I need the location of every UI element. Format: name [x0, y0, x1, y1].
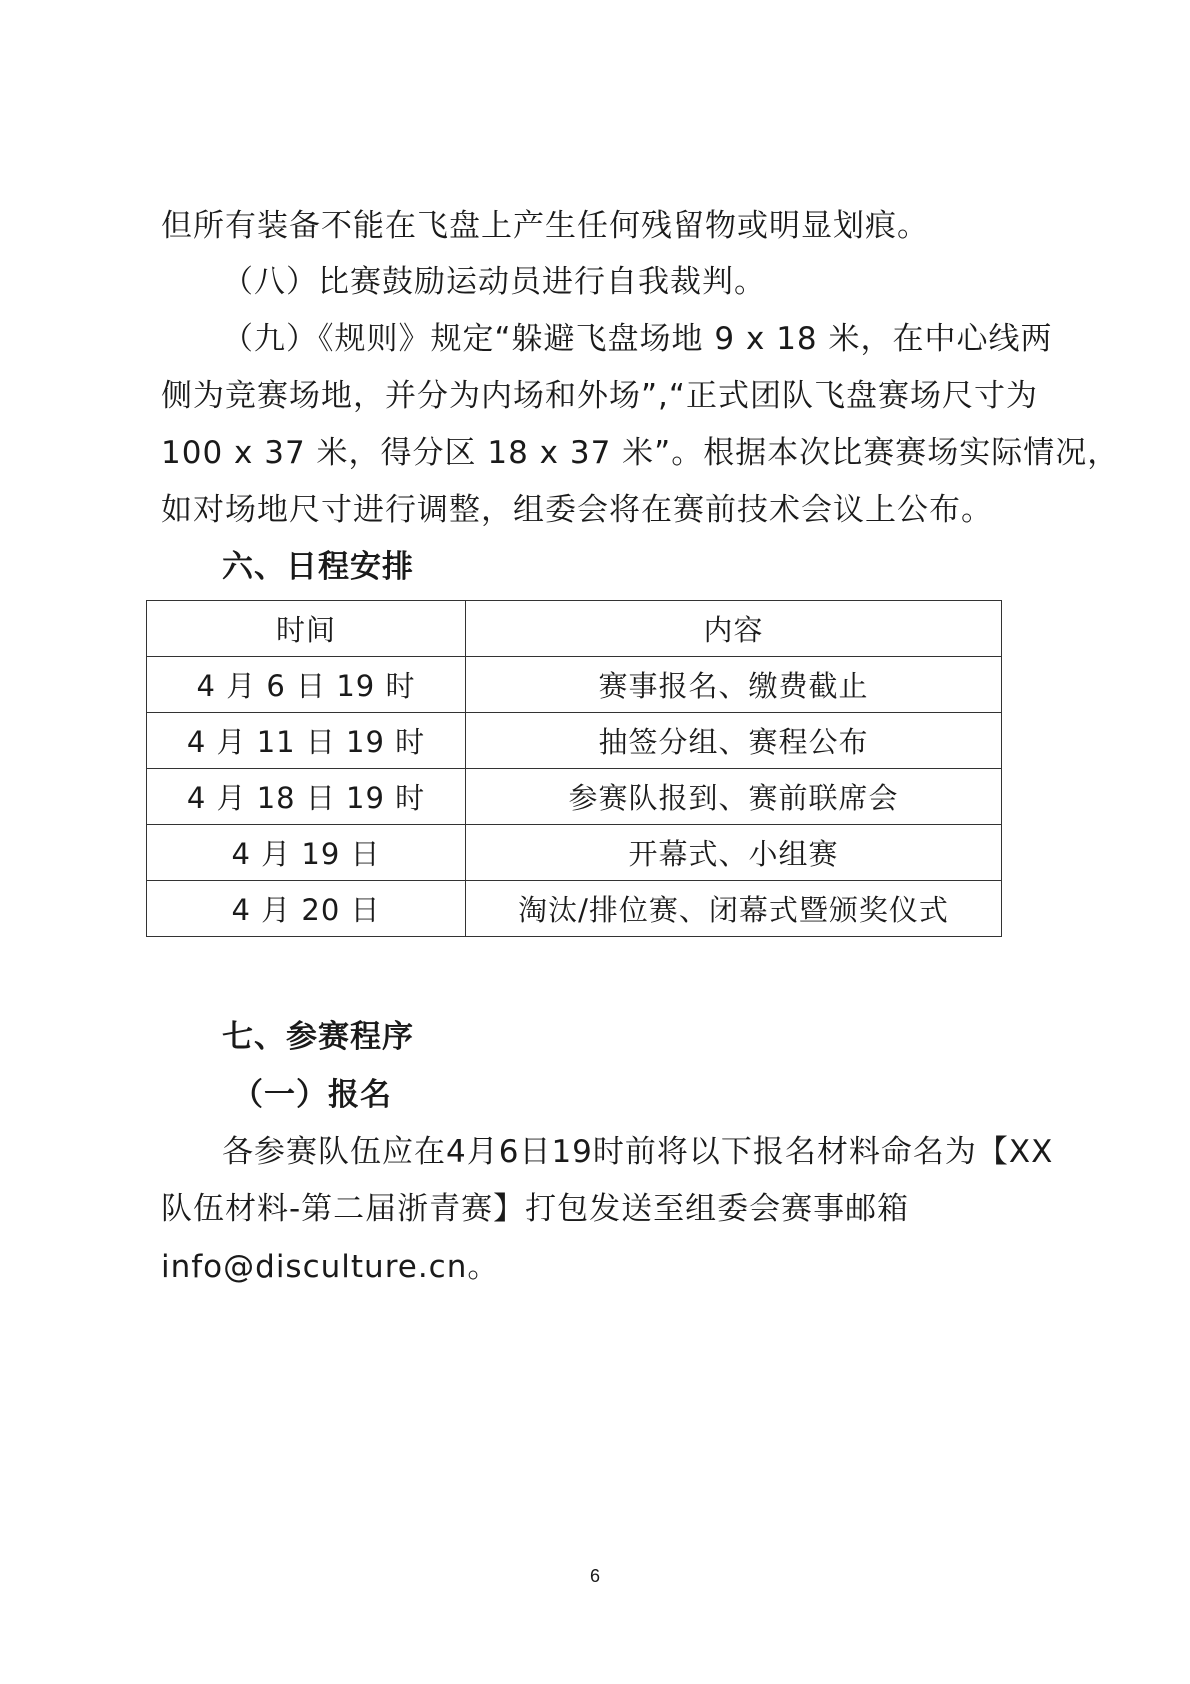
table-row	[147, 657, 1002, 713]
table-row	[147, 713, 1002, 769]
paragraph-line: 100 x 37 米，得分区 18 x 37 米”。根据本次比赛赛场实际情况，	[161, 435, 1120, 471]
table-header-cell: 内容	[466, 601, 1002, 657]
section-heading: 六、日程安排	[222, 549, 414, 585]
paragraph-line: （九）《规则》规定“躲避飞盘场地 9 x 18 米，在中心线两	[222, 321, 1053, 357]
paragraph-line: （八）比赛鼓励运动员进行自我裁判。	[222, 264, 766, 300]
table-header-cell: 时间	[147, 601, 466, 657]
table-row	[147, 881, 1002, 937]
table-cell-time: 4 月 19 日	[147, 825, 466, 881]
subsection-heading: （一）报名	[232, 1077, 392, 1113]
table-cell-content: 赛事报名、缴费截止	[466, 657, 1002, 713]
page-number: 6	[589, 1566, 600, 1586]
table-cell-time: 4 月 20 日	[147, 881, 466, 937]
paragraph-line: 各参赛队伍应在4月6日19时前将以下报名材料命名为【XX	[222, 1134, 1054, 1170]
paragraph-line: 侧为竞赛场地，并分为内场和外场”,“正式团队飞盘赛场尺寸为	[161, 378, 1038, 414]
schedule-table	[146, 600, 1002, 937]
table-cell-content: 开幕式、小组赛	[466, 825, 1002, 881]
table-cell-time: 4 月 18 日 19 时	[147, 769, 466, 825]
table-cell-content: 参赛队报到、赛前联席会	[466, 769, 1002, 825]
paragraph-line: 如对场地尺寸进行调整，组委会将在赛前技术会议上公布。	[161, 492, 993, 528]
section-heading: 七、参赛程序	[222, 1019, 414, 1055]
paragraph-line: 队伍材料-第二届浙青赛】打包发送至组委会赛事邮箱	[161, 1191, 910, 1227]
table-cell-content: 淘汰/排位赛、闭幕式暨颁奖仪式	[466, 881, 1002, 937]
table-row	[147, 825, 1002, 881]
table-cell-content: 抽签分组、赛程公布	[466, 713, 1002, 769]
paragraph-line-email: info@disculture.cn。	[161, 1249, 500, 1285]
table-header-row	[147, 601, 1002, 657]
paragraph-line: 但所有装备不能在飞盘上产生任何残留物或明显划痕。	[161, 208, 929, 244]
table-cell-time: 4 月 11 日 19 时	[147, 713, 466, 769]
table-row	[147, 769, 1002, 825]
table-cell-time: 4 月 6 日 19 时	[147, 657, 466, 713]
